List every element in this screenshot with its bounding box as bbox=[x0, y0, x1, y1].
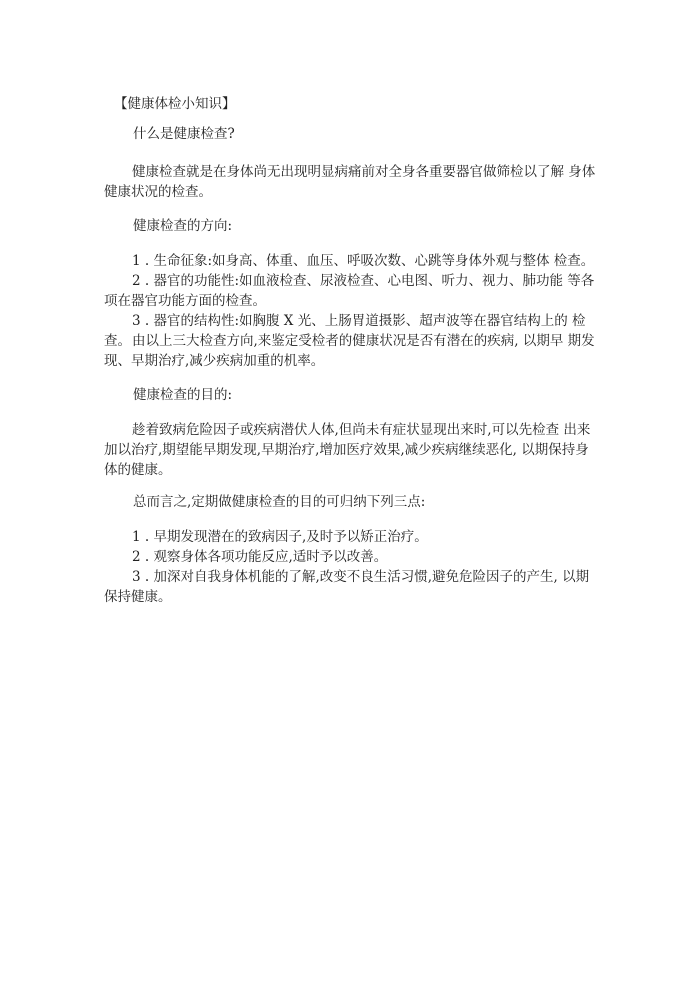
directions-heading: 健康检查的方向: bbox=[133, 218, 233, 234]
question-heading: 什么是健康检查? bbox=[133, 126, 235, 142]
directions-summary: 由以上三大检查方向,来鉴定受检者的健康状况是否有潜在的疾病, 以期早 期发现、早期治疗,减少疾病加重的机率。 bbox=[104, 333, 595, 369]
conclusion-heading: 总而言之,定期做健康检查的目的可归纳下列三点: bbox=[133, 494, 426, 510]
direction-item-2: 2 . 器官的功能性:如血液检查、尿液检查、心电图、听力、视力、肺功能 等各项在器官功能方面的检查。 bbox=[104, 273, 595, 309]
conclusion-item-3: 3 . 加深对自我身体机能的了解,改变不良生活习惯,避免危险因子的产生, 以期保持健康。 bbox=[104, 569, 590, 605]
direction-item-3: 3 . 器官的结构性:如胸腹 X 光、上肠胃道摄影、超声波等在器官结构上的 检查。 bbox=[104, 313, 586, 349]
purpose-paragraph: 趁着致病危险因子或疾病潜伏人体,但尚未有症状显现出来时,可以先检查 出来加以治疗,期望能早期发现,早期治疗,增加医疗效果,减少疾病继续恶化, 以期保持身体的健康。 bbox=[104, 422, 591, 478]
conclusion-item-1: 1 . 早期发现潜在的致病因子,及时予以矫正治疗。 bbox=[132, 529, 428, 545]
purpose-heading: 健康检查的目的: bbox=[133, 387, 233, 403]
conclusion-item-2: 2 . 观察身体各项功能反应,适时予以改善。 bbox=[132, 549, 388, 565]
direction-item-1: 1 . 生命征象:如身高、体重、血压、呼吸次数、心跳等身体外观与整体 检查。 bbox=[132, 253, 595, 269]
definition-paragraph: 健康检查就是在身体尚无出现明显病痛前对全身各重要器官做筛检以了解 身体健康状况的检查。 bbox=[104, 164, 596, 200]
document-title: 【健康体检小知识】 bbox=[114, 96, 236, 112]
